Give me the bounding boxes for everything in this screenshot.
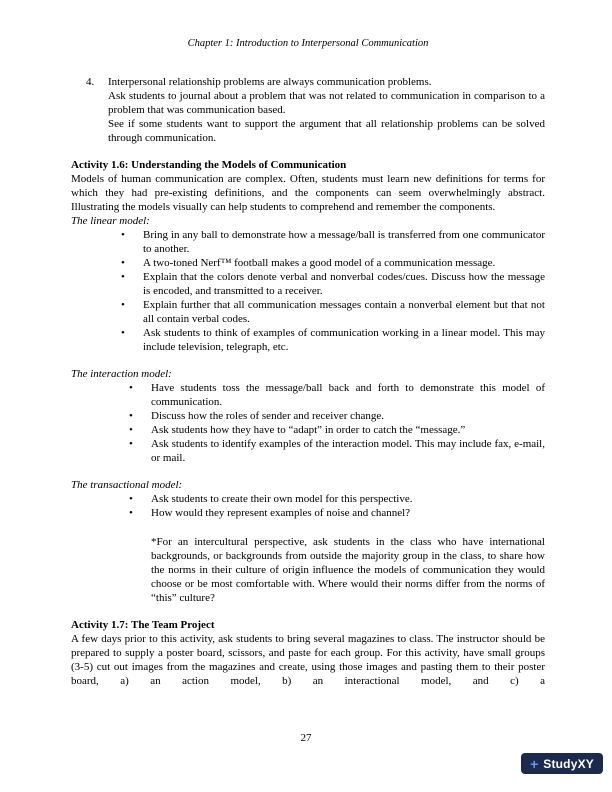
list-item — [129, 437, 545, 465]
bullet-icon: • — [121, 327, 125, 339]
bullet-icon: • — [121, 257, 125, 269]
linear-model-label: The linear model: — [71, 215, 150, 227]
list-item-text: Explain further that all communication messages contain a nonverbal element but that not all contain verbal codes. — [143, 299, 545, 325]
spacer — [71, 354, 545, 367]
plus-icon: + — [530, 755, 539, 772]
list-item-text: Ask students to identify examples of the interaction model. This may include fax, e-mail, or mail. — [151, 438, 545, 464]
numbered-item-4 — [71, 75, 545, 145]
transactional-model-list — [129, 492, 545, 520]
page-number: 27 — [300, 732, 312, 744]
list-item-text: Ask students to think of examples of communication working in a linear model. This may include television, telegraph, etc. — [143, 327, 545, 353]
activity-1-7-heading: Activity 1.7: The Team Project — [71, 619, 215, 631]
list-item — [129, 409, 545, 423]
list-item — [121, 298, 545, 326]
paragraph: See if some students want to support the argument that all relationship problems can be solved through communication. — [108, 118, 545, 144]
list-item-text: How would they represent examples of noise and channel? — [151, 507, 411, 519]
bullet-icon: • — [129, 438, 133, 450]
bullet-icon: • — [129, 507, 133, 519]
interaction-model-label: The interaction model: — [71, 368, 172, 380]
transactional-model-label: The transactional model: — [71, 479, 183, 491]
paragraph: A few days prior to this activity, ask students to bring several magazines to class. The instructor should be prepared to supply a poster board, scissors, and paste for each group. For this activity, have small groups (3-5) cut out images from the magazines and create, using those images and pasting them to their poster board, a) an action model, b) an interactional model, and c) a — [71, 633, 545, 687]
list-item — [121, 256, 545, 270]
logo-text: StudyXY — [543, 756, 594, 771]
linear-model-list — [121, 228, 545, 354]
bullet-icon: • — [129, 410, 133, 422]
list-item — [129, 423, 545, 437]
spacer — [71, 465, 545, 478]
item-number: 4. — [86, 76, 95, 88]
item-body — [108, 75, 545, 145]
list-item-text: A two-toned Nerf™ football makes a good model of a communication message. — [143, 257, 496, 269]
paragraph: Models of human communication are complex. Often, students must learn new definitions for terms for which they had pre-existing definitions, and the components can seem overwhelmingly abstract. Illustrating the models visually can help students to comprehend and remember the components. — [71, 173, 545, 213]
paragraph: Ask students to journal about a problem that was not related to communication in comparison to a problem that was communication based. — [108, 90, 545, 116]
studyxy-logo — [521, 753, 603, 774]
section-activity-1-7 — [71, 618, 545, 688]
list-item — [129, 381, 545, 409]
paragraph: Interpersonal relationship problems are always communication problems. — [108, 76, 432, 88]
list-item-text: Discuss how the roles of sender and receiver change. — [151, 410, 385, 422]
section-activity-1-6 — [71, 158, 545, 605]
bullet-icon: • — [129, 382, 133, 394]
bullet-icon: • — [129, 493, 133, 505]
list-item-text: Bring in any ball to demonstrate how a message/ball is transferred from one communicator to another. — [143, 229, 545, 255]
bullet-icon: • — [129, 424, 133, 436]
list-item — [121, 270, 545, 298]
bullet-icon: • — [121, 229, 125, 241]
list-item-text: Have students toss the message/ball back and forth to demonstrate this model of communication. — [151, 382, 545, 408]
list-item-text: Ask students how they have to “adapt” in order to catch the “message.” — [151, 424, 466, 436]
bullet-icon: • — [121, 299, 125, 311]
running-head: Chapter 1: Introduction to Interpersonal Communication — [187, 38, 429, 49]
list-item — [129, 506, 545, 520]
list-item — [129, 492, 545, 506]
interaction-model-list — [129, 381, 545, 465]
list-item-text: Explain that the colors denote verbal and nonverbal codes/cues. Discuss how the message is encoded, and transmitted to a receiver. — [143, 271, 545, 297]
activity-1-6-heading: Activity 1.6: Understanding the Models of Communication — [71, 159, 347, 171]
list-item — [121, 326, 545, 354]
list-item — [121, 228, 545, 256]
bullet-icon: • — [121, 271, 125, 283]
intercultural-note: *For an intercultural perspective, ask students in the class who have international backgrounds, or backgrounds from outside the majority group in the class, to share how the norms in their culture of origin influence the models of communication they would choose or be most comfortable with. Where would their norms differ from the norms of “this” culture? — [151, 536, 545, 604]
list-item-text: Ask students to create their own model for this perspective. — [151, 493, 413, 505]
